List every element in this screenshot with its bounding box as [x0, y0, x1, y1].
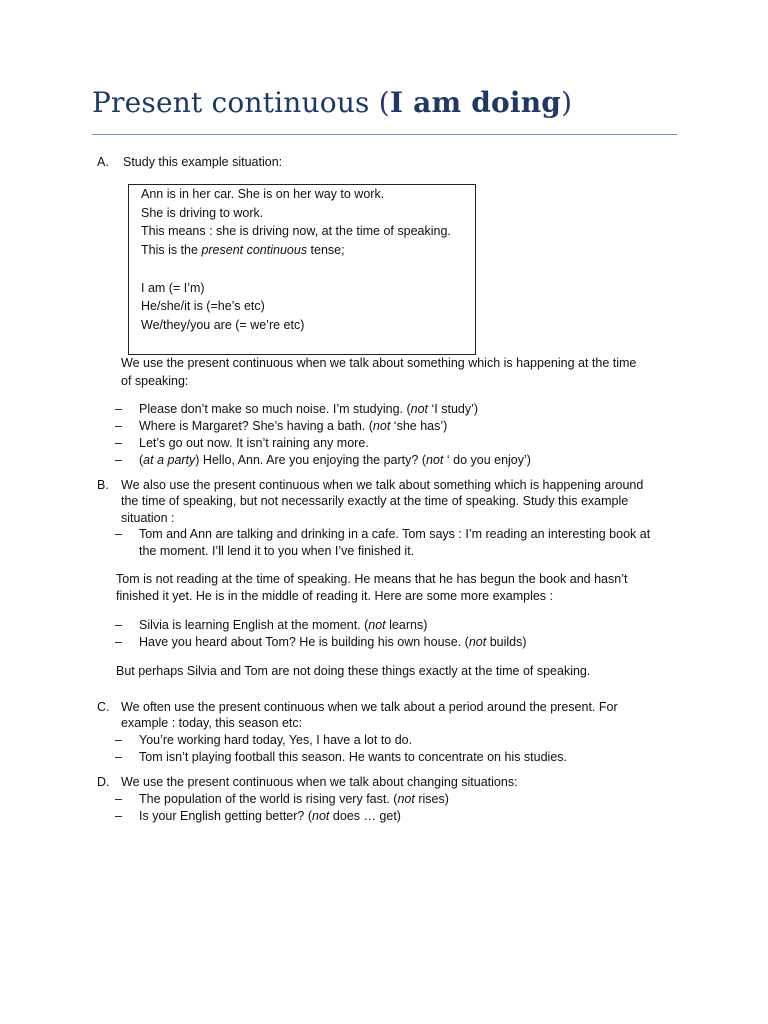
- dash-bullet: –: [115, 419, 122, 433]
- example-line: Please don’t make so much noise. I’m studying. (not ‘I study’): [139, 402, 479, 416]
- section-b-line: situation :: [121, 511, 175, 525]
- box-line: This means : she is driving now, at the time of speaking.: [141, 224, 451, 238]
- title-rule: [92, 134, 677, 135]
- section-c-line: We often use the present continuous when we talk about a period around the present. For: [121, 700, 618, 714]
- example-line: the moment. I’ll lend it to you when I’ve finished it.: [139, 544, 415, 558]
- box-line: I am (= I’m): [141, 281, 205, 295]
- example-line: Is your English getting better? (not does … get): [139, 809, 401, 823]
- example-line: Tom and Ann are talking and drinking in a cafe. Tom says : I’m reading an interesting book at: [139, 527, 651, 541]
- page-title: Present continuous (I am doing): [92, 86, 573, 119]
- section-a-label: A.: [97, 155, 109, 169]
- section-a-heading: Study this example situation:: [123, 155, 283, 169]
- section-b-closing: But perhaps Silvia and Tom are not doing these things exactly at the time of speaking.: [116, 664, 591, 678]
- dash-bullet: –: [115, 809, 122, 823]
- section-b-label: B.: [97, 478, 109, 492]
- section-b-paragraph: Tom is not reading at the time of speaking. He means that he has begun the book and hasn’t: [116, 572, 628, 586]
- example-line: The population of the world is rising very fast. (not rises): [139, 792, 449, 806]
- box-line-present-continuous: This is the present continuous tense;: [141, 243, 345, 257]
- section-a-intro: We use the present continuous when we talk about something which is happening at the time: [121, 356, 637, 370]
- dash-bullet: –: [115, 453, 122, 467]
- box-line: She is driving to work.: [141, 206, 264, 220]
- section-a-intro: of speaking:: [121, 374, 189, 388]
- example-line: Where is Margaret? She’s having a bath. (not ‘she has’): [139, 419, 448, 433]
- section-b-line: We also use the present continuous when we talk about something which is happening around: [121, 478, 644, 492]
- dash-bullet: –: [115, 750, 122, 764]
- section-b-paragraph: finished it yet. He is in the middle of reading it. Here are some more examples :: [116, 589, 554, 603]
- example-line: Tom isn’t playing football this season. He wants to concentrate on his studies.: [139, 750, 568, 764]
- dash-bullet: –: [115, 402, 122, 416]
- dash-bullet: –: [115, 618, 122, 632]
- section-d-line: We use the present continuous when we talk about changing situations:: [121, 775, 518, 789]
- section-d-label: D.: [97, 775, 110, 789]
- dash-bullet: –: [115, 733, 122, 747]
- dash-bullet: –: [115, 436, 122, 450]
- example-line: Have you heard about Tom? He is building his own house. (not builds): [139, 635, 527, 649]
- box-line: Ann is in her car. She is on her way to work.: [141, 187, 385, 201]
- dash-bullet: –: [115, 527, 122, 541]
- section-b-line: the time of speaking, but not necessarily exactly at the time of speaking. Study this example: [121, 494, 629, 508]
- box-line: We/they/you are (= we’re etc): [141, 318, 305, 332]
- example-line: Let’s go out now. It isn’t raining any more.: [139, 436, 369, 450]
- example-line: You’re working hard today, Yes, I have a lot to do.: [139, 733, 413, 747]
- box-line: He/she/it is (=he’s etc): [141, 299, 265, 313]
- example-line: Silvia is learning English at the moment. (not learns): [139, 618, 428, 632]
- dash-bullet: –: [115, 792, 122, 806]
- section-c-line: example : today, this season etc:: [121, 716, 303, 730]
- example-line: (at a party) Hello, Ann. Are you enjoying the party? (not ‘ do you enjoy’): [139, 453, 531, 467]
- dash-bullet: –: [115, 635, 122, 649]
- section-c-label: C.: [97, 700, 110, 714]
